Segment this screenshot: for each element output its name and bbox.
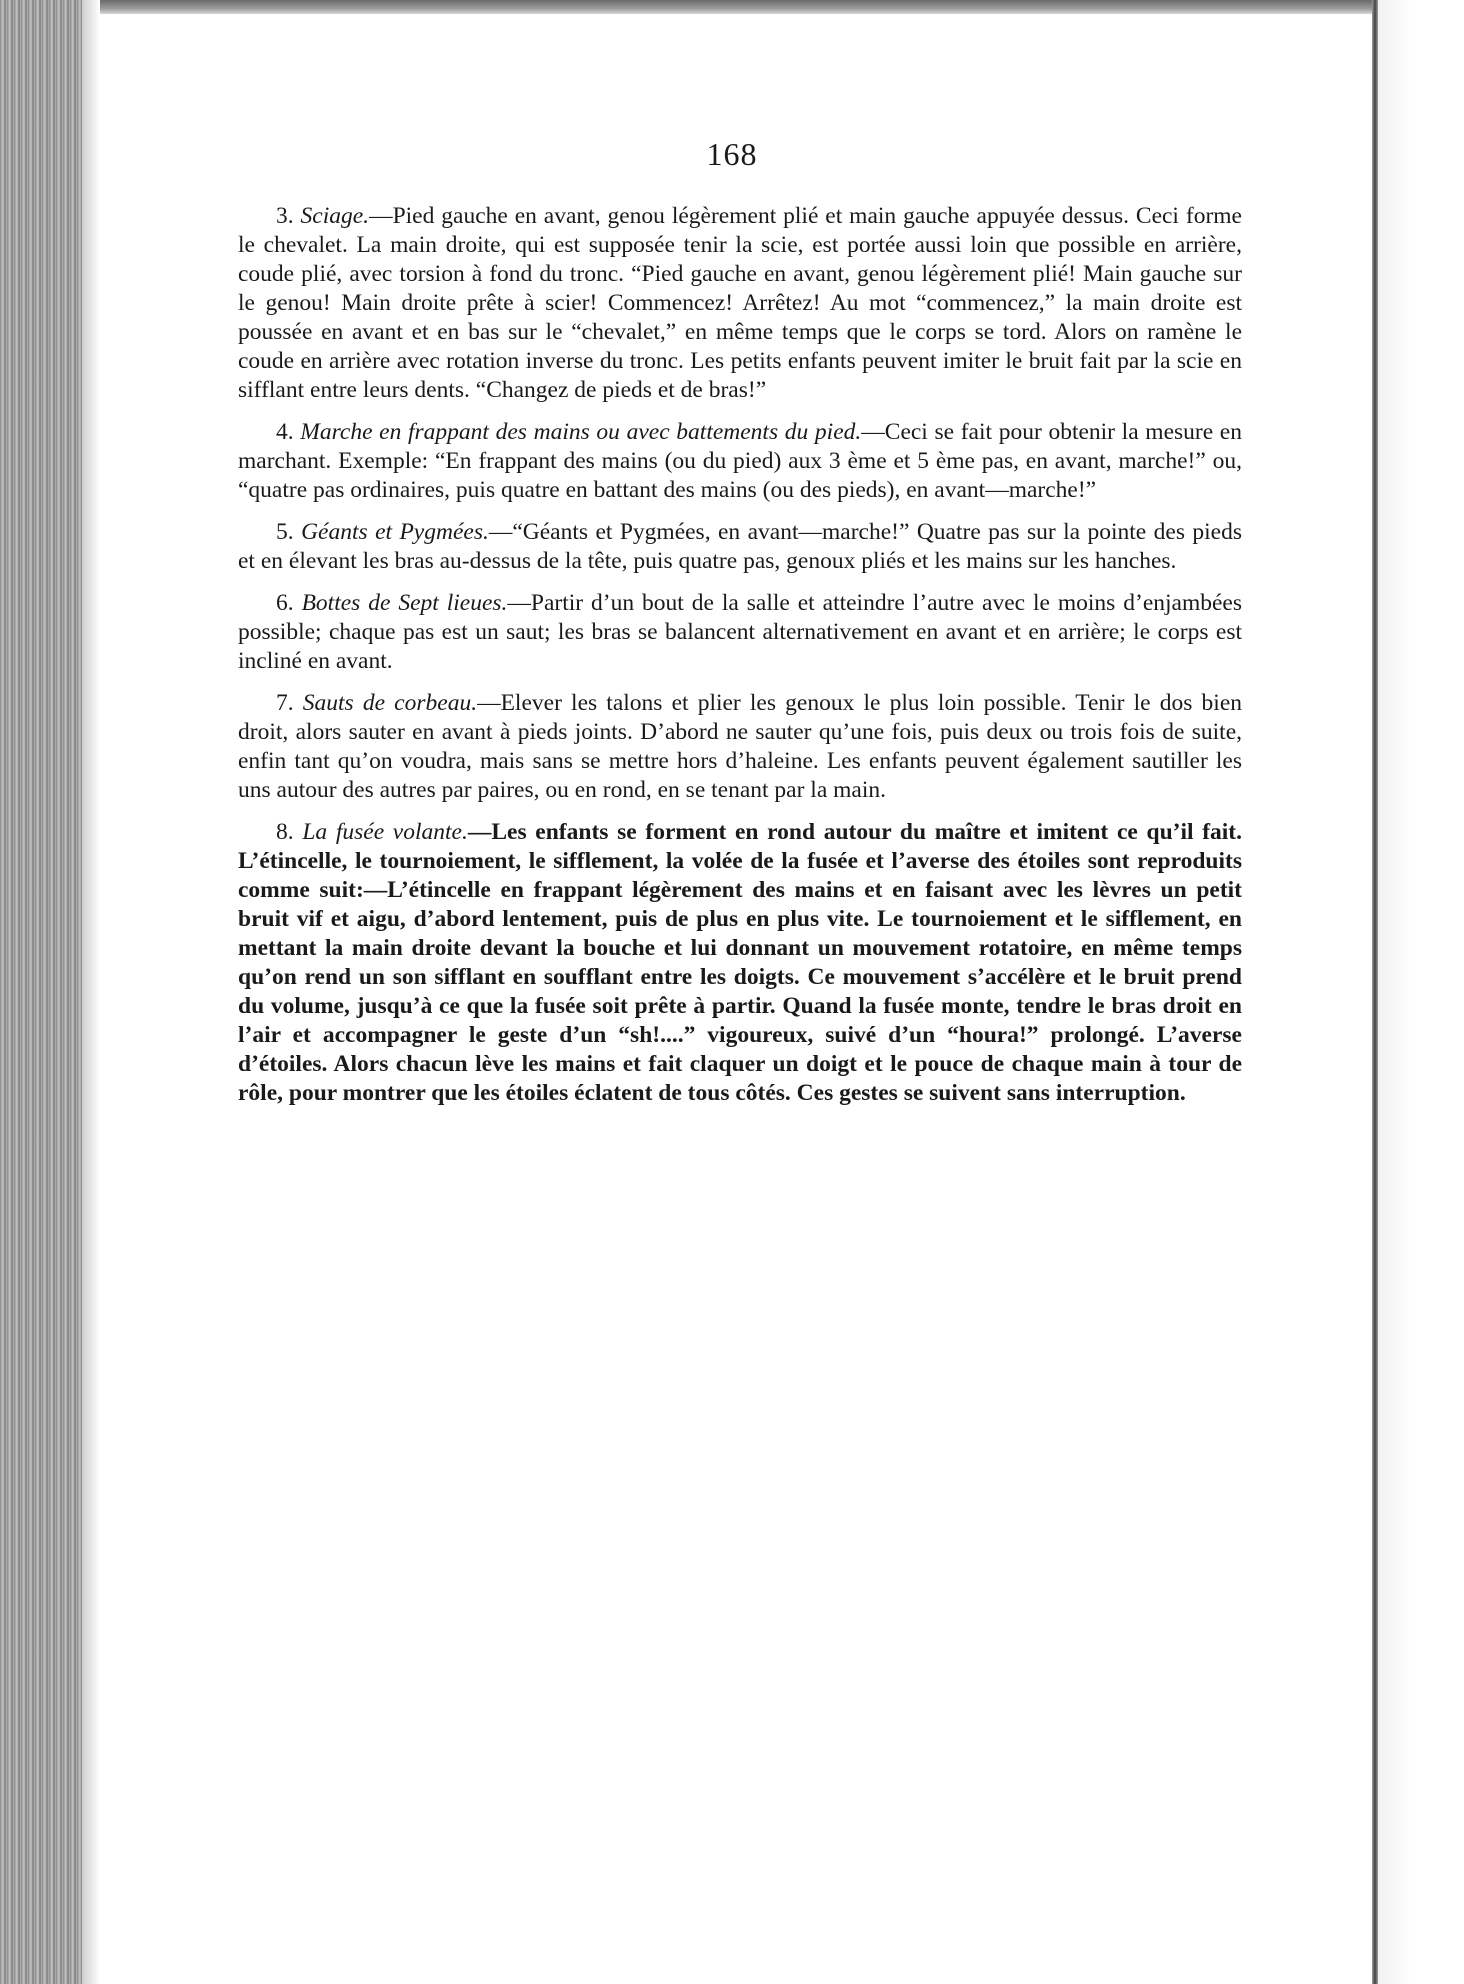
paragraph-text: —“Géants et Pygmées, en avant—marche!” Quatre pas sur la pointe des pieds et en élevant les bras au-dessus de la tête, puis quatre pas, genoux pliés et les mains sur les hanches. bbox=[238, 519, 1242, 574]
paragraph-number: 3. bbox=[276, 203, 294, 229]
page-shadow bbox=[82, 0, 100, 1984]
paragraph-number: 6. bbox=[276, 590, 294, 616]
paragraph-3 bbox=[238, 202, 1242, 405]
paragraph-title: Marche en frappant des mains ou avec battements du pied. bbox=[300, 419, 862, 445]
paragraph-5 bbox=[238, 518, 1242, 576]
paragraph-text: —Partir d’un bout de la salle et atteindre l’autre avec le moins d’enjambées possible; chaque pas est un saut; les bras se balancent alternativement en avant et en arrière; le corps est incliné en avant. bbox=[238, 590, 1242, 674]
facing-page bbox=[1378, 0, 1464, 1984]
paragraph-text: —Pied gauche en avant, genou légèrement plié et main gauche appuyée dessus. Ceci forme le chevalet. La main droite, qui est supposée tenir la scie, est portée aussi loin que possible en arrière, coude plié, avec torsion à fond du tronc. “Pied gauche en avant, genou légèrement plié! Main gauche sur le genou! Main droite prête à scier! Commencez! Arrêtez! Au mot “commencez,” la main droite est poussée en avant et en bas sur le “chevalet,” en même temps que le corps se tord. Alors on ramène le coude en arrière avec rotation inverse du tronc. Les petits enfants peuvent imiter le bruit fait par la scie en sifflant entre leurs dents. “Changez de pieds et de bras!” bbox=[238, 203, 1242, 403]
paragraph-text: —Elever les talons et plier les genoux le plus loin possible. Tenir le dos bien droit, alors sauter en avant à pieds joints. D’abord ne sauter qu’une fois, puis deux ou trois fois de suite, enfin tant qu’on voudra, mais sans se mettre hors d’haleine. Les enfants peuvent également sautiller les uns autour des autres par paires, ou en rond, en se tenant par la main. bbox=[238, 690, 1243, 803]
paragraph-text: —Les enfants se forment en rond autour du maître et imitent ce qu’il fait. L’étincelle, le tournoiement, le sifflement, la volée de la fusée et l’averse des étoiles sont reproduits comme suit:—L’étincelle en frappant légèrement des mains et en faisant avec les lèvres un petit bruit vif et aigu, d’abord lentement, puis de plus en plus vite. Le tournoiement et le sifflement, en mettant la main droite devant la bouche et lui donnant un mouvement rotatoire, en même temps qu’on rend un son sifflant en soufflant entre les doigts. Ce mouvement s’accélère et le bruit prend du volume, jusqu’à ce que la fusée soit prête à partir. Quand la fusée monte, tendre le bras droit en l’air et accompagner le geste d’un “sh!....” vigoureux, suivé d’un “houra!” prolongé. L’averse d’étoiles. Alors chacun lève les mains et fait claquer un doigt et le pouce de chaque main à tour de rôle, pour montrer que les étoiles éclatent de tous côtés. Ces gestes se suivent sans interruption. bbox=[238, 819, 1243, 1106]
paragraph-number: 4. bbox=[276, 419, 294, 445]
paragraph-6 bbox=[238, 589, 1242, 676]
paragraph-text: —Ceci se fait pour obtenir la mesure en marchant. Exemple: “En frappant des mains (ou du pied) aux 3 ème et 5 ème pas, en avant, marche!” ou, “quatre pas ordinaires, puis quatre en battant des mains (ou des pieds), en avant—marche!” bbox=[238, 419, 1242, 503]
paragraph-title: Géants et Pygmées. bbox=[301, 519, 489, 545]
paragraph-8 bbox=[238, 818, 1242, 1108]
paragraph-title: Sciage. bbox=[300, 203, 370, 229]
book-page-edges bbox=[0, 0, 84, 1984]
paragraph-title: Sauts de corbeau. bbox=[302, 690, 478, 716]
page-body bbox=[238, 202, 1242, 1121]
paragraph-number: 7. bbox=[276, 690, 294, 716]
paragraph-number: 5. bbox=[276, 519, 294, 545]
paragraph-4 bbox=[238, 418, 1242, 505]
paragraph-number: 8. bbox=[276, 819, 294, 845]
page-number: 168 bbox=[706, 136, 758, 172]
paragraph-title: La fusée volante. bbox=[302, 819, 468, 845]
book-top-edge bbox=[20, 0, 1400, 14]
paragraph-title: Bottes de Sept lieues. bbox=[301, 590, 508, 616]
paragraph-7 bbox=[238, 689, 1242, 805]
